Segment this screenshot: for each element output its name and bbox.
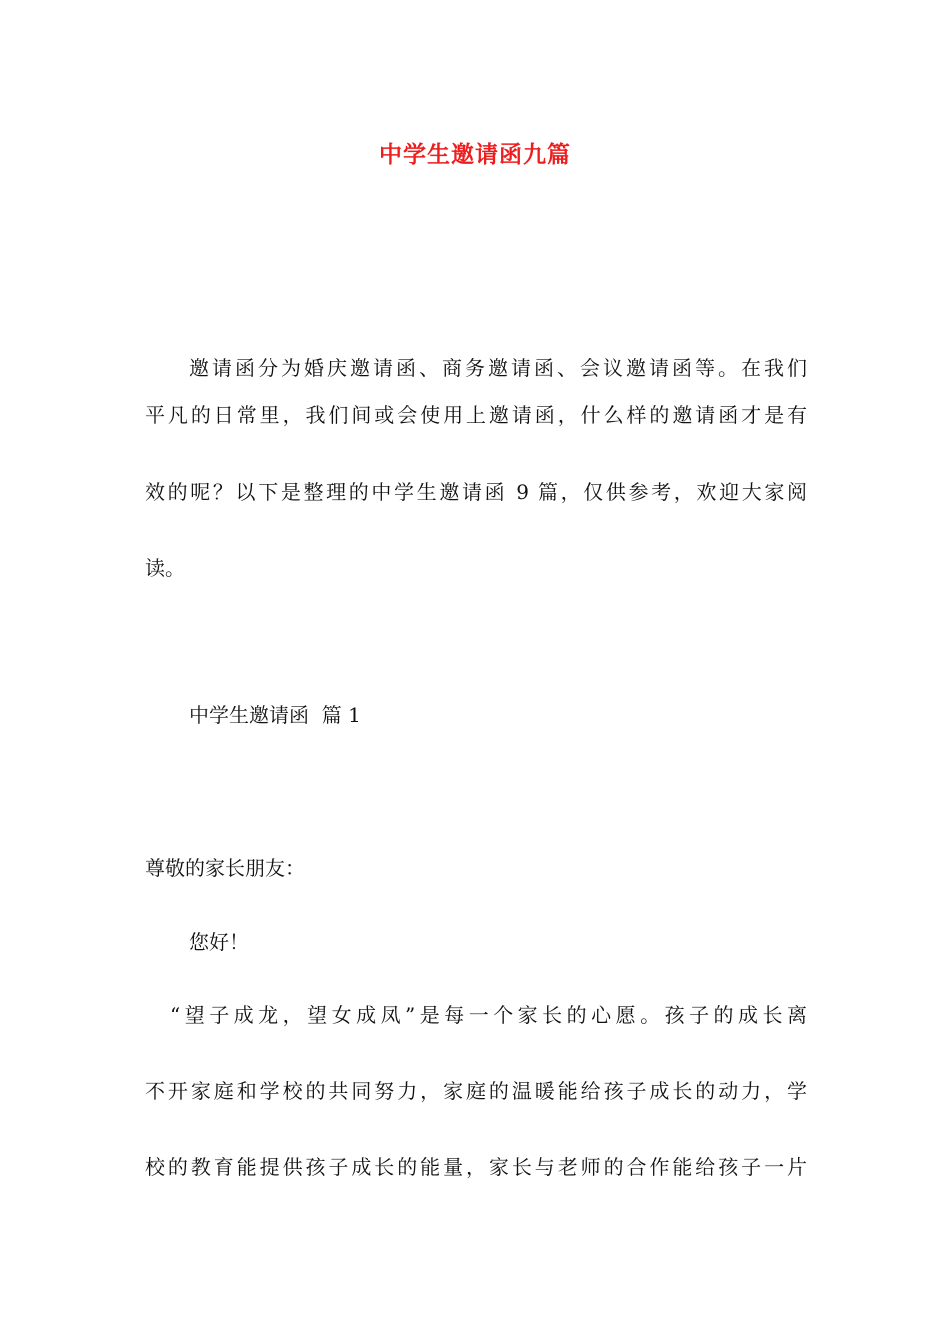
body-paragraph-line: 不开家庭和学校的共同努力，家庭的温暖能给孩子成长的动力，学 [145, 1079, 807, 1103]
body-paragraph-line: 校的教育能提供孩子成长的能量，家长与老师的合作能给孩子一片 [145, 1155, 807, 1179]
intro-paragraph-line: 邀请函分为婚庆邀请函、商务邀请函、会议邀请函等。在我们 [189, 356, 807, 380]
intro-paragraph-line: 平凡的日常里，我们间或会使用上邀请函，什么样的邀请函才是有 [145, 403, 807, 427]
body-paragraph-line: “望子成龙，望女成凤”是每一个家长的心愿。孩子的成长离 [170, 1003, 807, 1027]
intro-paragraph-line: 读。 [145, 556, 185, 580]
document-title: 中学生邀请函九篇 [379, 141, 571, 168]
section-heading: 中学生邀请函 篇 1 [189, 703, 361, 727]
intro-paragraph-line: 效的呢？以下是整理的中学生邀请函 9 篇，仅供参考，欢迎大家阅 [145, 480, 807, 504]
greeting: 您好！ [189, 930, 249, 954]
salutation: 尊敬的家长朋友： [145, 856, 305, 880]
